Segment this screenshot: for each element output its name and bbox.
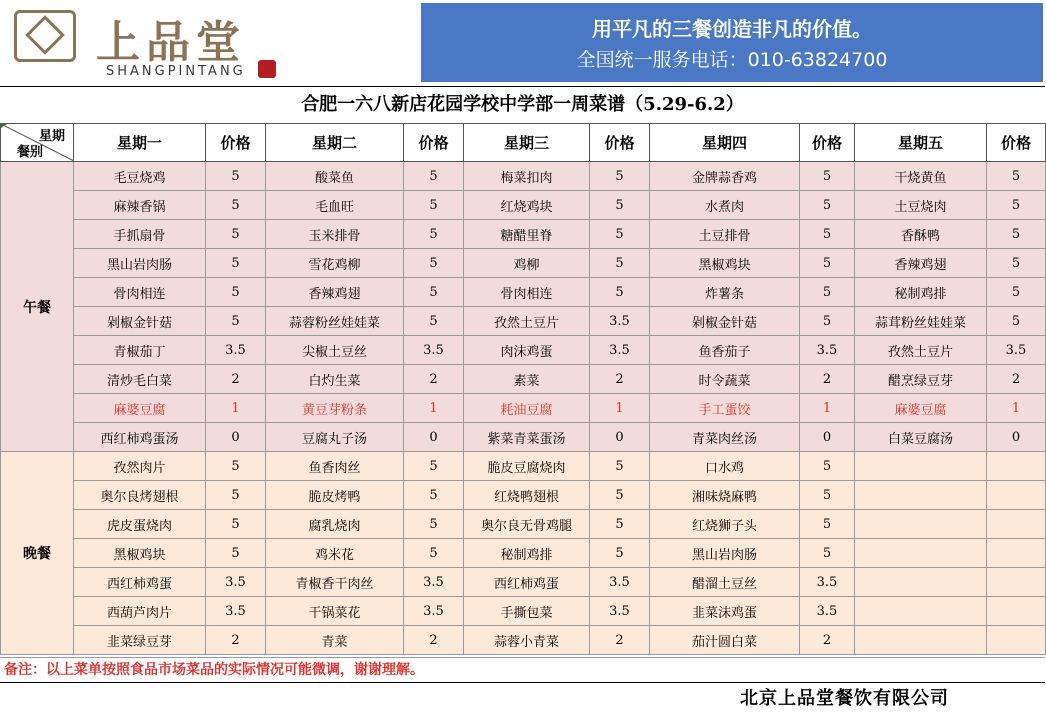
price-cell: 3.5 [206,568,266,597]
price-cell: 0 [987,423,1046,452]
dish-cell: 虎皮蛋烧肉 [74,510,206,539]
company-name: 北京上品堂餐饮有限公司 [740,688,949,709]
dish-cell [855,539,987,568]
dinner-row [1,481,1046,510]
price-cell: 5 [800,191,855,220]
hotline: 全国统一服务电话：010-63824700 [576,49,888,71]
dish-cell: 腐乳烧肉 [266,510,404,539]
lunch-row [1,423,1046,452]
dinner-row [1,452,1046,481]
dish-cell: 骨肉相连 [464,278,590,307]
price-cell: 3.5 [987,336,1046,365]
price-cell: 5 [404,191,464,220]
price-cell: 2 [590,626,650,655]
price-cell: 3.5 [800,597,855,626]
dish-cell: 香辣鸡翅 [855,249,987,278]
dish-cell: 手工蛋饺 [650,394,800,423]
dish-cell: 脆皮豆腐烧肉 [464,452,590,481]
price-cell: 3.5 [404,597,464,626]
dish-cell: 韭菜沫鸡蛋 [650,597,800,626]
price-cell: 3.5 [404,568,464,597]
dish-cell: 骨肉相连 [74,278,206,307]
price-cell: 5 [206,452,266,481]
price-cell: 3.5 [590,597,650,626]
lunch-row [1,220,1046,249]
lunch-row [1,191,1046,220]
corner-meal-label: 餐别 [17,145,44,160]
dish-cell: 西红柿鸡蛋 [74,568,206,597]
price-cell [987,510,1046,539]
price-cell: 5 [590,452,650,481]
price-cell: 0 [206,423,266,452]
price-cell: 5 [206,510,266,539]
lunch-row [1,307,1046,336]
lunch-label: 午餐 [1,162,74,452]
price-cell: 2 [800,626,855,655]
price-cell: 5 [590,249,650,278]
dish-cell: 玉米排骨 [266,220,404,249]
price-cell: 5 [590,162,650,191]
dish-cell: 秘制鸡排 [855,278,987,307]
price-cell: 5 [206,162,266,191]
lunch-row [1,278,1046,307]
price-cell: 2 [987,365,1046,394]
dinner-row [1,626,1046,655]
dinner-row [1,568,1046,597]
price-cell: 5 [987,162,1046,191]
price-cell: 2 [404,365,464,394]
dish-cell [855,568,987,597]
dish-cell: 香辣鸡翅 [266,278,404,307]
price-cell: 5 [206,539,266,568]
col-header: 星期一 [74,124,206,162]
price-cell: 0 [800,423,855,452]
dish-cell: 肉沫鸡蛋 [464,336,590,365]
price-cell: 5 [404,510,464,539]
dish-cell: 奥尔良烤翅根 [74,481,206,510]
dish-cell: 鸡柳 [464,249,590,278]
corner-weekday-label: 星期 [38,129,65,144]
logo-chinese: 上品堂 [96,17,246,68]
dish-cell: 韭菜绿豆芽 [74,626,206,655]
dish-cell: 红烧鸭翅根 [464,481,590,510]
logo-english: SHANGPINTANG [106,64,246,79]
price-cell: 2 [206,626,266,655]
dish-cell: 蒜蓉粉丝娃娃菜 [266,307,404,336]
price-cell: 2 [590,365,650,394]
dish-cell: 剁椒金针菇 [74,307,206,336]
price-cell [987,539,1046,568]
price-cell [987,568,1046,597]
dish-cell: 糖醋里脊 [464,220,590,249]
dish-cell: 黑椒鸡块 [650,249,800,278]
price-cell: 5 [590,510,650,539]
dish-cell: 孜然肉片 [74,452,206,481]
price-cell: 5 [590,191,650,220]
price-cell: 3.5 [206,336,266,365]
price-cell: 3.5 [800,568,855,597]
dish-cell: 西红柿鸡蛋汤 [74,423,206,452]
dish-cell: 孜然土豆片 [464,307,590,336]
col-header: 价格 [206,124,266,162]
dish-cell: 豆腐丸子汤 [266,423,404,452]
dish-cell: 青菜 [266,626,404,655]
dish-cell: 尖椒土豆丝 [266,336,404,365]
dish-cell [855,597,987,626]
price-cell: 1 [206,394,266,423]
lunch-row [1,365,1046,394]
price-cell: 5 [800,278,855,307]
price-cell: 3.5 [590,307,650,336]
price-cell: 3.5 [590,568,650,597]
dish-cell: 黑山岩肉肠 [650,539,800,568]
logo-mark-icon [14,10,76,62]
dish-cell: 口水鸡 [650,452,800,481]
dish-cell: 紫菜青菜蛋汤 [464,423,590,452]
dish-cell: 鱼香肉丝 [266,452,404,481]
price-cell: 5 [206,278,266,307]
dish-cell: 青椒茄丁 [74,336,206,365]
dish-cell [855,481,987,510]
dish-cell: 黄豆芽粉条 [266,394,404,423]
price-cell: 5 [404,452,464,481]
col-header: 价格 [987,124,1046,162]
dish-cell: 麻婆豆腐 [74,394,206,423]
header [0,0,1046,86]
col-header: 价格 [800,124,855,162]
price-cell: 3.5 [590,336,650,365]
price-cell: 2 [404,626,464,655]
dish-cell [855,510,987,539]
price-cell: 5 [800,510,855,539]
dish-cell: 秘制鸡排 [464,539,590,568]
price-cell: 5 [206,249,266,278]
dish-cell: 西红柿鸡蛋 [464,568,590,597]
price-cell: 1 [987,394,1046,423]
dish-cell: 金牌蒜香鸡 [650,162,800,191]
dish-cell: 酸菜鱼 [266,162,404,191]
dish-cell: 鸡米花 [266,539,404,568]
price-cell: 1 [590,394,650,423]
price-cell: 5 [590,539,650,568]
dish-cell: 青菜肉丝汤 [650,423,800,452]
price-cell: 5 [206,191,266,220]
price-cell: 5 [404,481,464,510]
price-cell: 5 [590,481,650,510]
price-cell: 5 [206,307,266,336]
dish-cell: 蒜蓉小青菜 [464,626,590,655]
price-cell [987,597,1046,626]
price-cell: 5 [404,307,464,336]
price-cell: 0 [404,423,464,452]
price-cell: 5 [404,162,464,191]
dish-cell: 白灼生菜 [266,365,404,394]
col-header: 星期四 [650,124,800,162]
dish-cell [855,452,987,481]
price-cell: 5 [800,162,855,191]
price-cell: 5 [206,481,266,510]
dish-cell: 黑椒鸡块 [74,539,206,568]
dish-cell: 炸薯条 [650,278,800,307]
dish-cell: 红烧狮子头 [650,510,800,539]
price-cell: 5 [987,220,1046,249]
dish-cell: 西葫芦肉片 [74,597,206,626]
dish-cell: 湘味烧麻鸭 [650,481,800,510]
price-cell: 5 [987,249,1046,278]
footer-note: 备注：以上菜单按照食品市场菜品的实际情况可能微调，谢谢理解。 [0,657,1045,681]
header-row [1,124,1046,162]
price-cell: 5 [206,220,266,249]
dish-cell: 毛豆烧鸡 [74,162,206,191]
price-cell: 5 [404,539,464,568]
dinner-label: 晚餐 [1,452,74,655]
dish-cell: 水煮肉 [650,191,800,220]
dish-cell: 醋溜土豆丝 [650,568,800,597]
price-cell: 5 [404,278,464,307]
dish-cell: 时令蔬菜 [650,365,800,394]
price-cell: 5 [800,452,855,481]
slogan-banner [421,3,1043,82]
dish-cell: 麻辣香锅 [74,191,206,220]
dish-cell: 雪花鸡柳 [266,249,404,278]
price-cell: 5 [800,307,855,336]
dish-cell: 干锅菜花 [266,597,404,626]
dish-cell [855,626,987,655]
dish-cell: 孜然土豆片 [855,336,987,365]
price-cell: 5 [590,220,650,249]
col-header: 价格 [590,124,650,162]
price-cell: 5 [800,539,855,568]
divider [0,682,1045,683]
dish-cell: 奥尔良无骨鸡腿 [464,510,590,539]
logo [10,4,270,82]
dish-cell: 黑山岩肉肠 [74,249,206,278]
price-cell: 2 [800,365,855,394]
dish-cell: 白菜豆腐汤 [855,423,987,452]
price-cell: 5 [987,191,1046,220]
dinner-row [1,597,1046,626]
col-header: 价格 [404,124,464,162]
dish-cell: 醋烹绿豆芽 [855,365,987,394]
price-cell [987,452,1046,481]
price-cell: 5 [404,220,464,249]
dish-cell: 土豆排骨 [650,220,800,249]
price-cell: 3.5 [800,336,855,365]
price-cell: 5 [987,307,1046,336]
dinner-row [1,539,1046,568]
lunch-row [1,336,1046,365]
dish-cell: 麻婆豆腐 [855,394,987,423]
dish-cell: 青椒香干肉丝 [266,568,404,597]
corner-cell [1,124,74,162]
price-cell: 5 [800,249,855,278]
slogan: 用平凡的三餐创造非凡的价值。 [592,17,872,41]
lunch-row [1,162,1046,191]
price-cell: 5 [404,249,464,278]
price-cell: 1 [800,394,855,423]
menu-table [0,123,1046,655]
dish-cell: 素菜 [464,365,590,394]
lunch-row [1,394,1046,423]
dish-cell: 手撕包菜 [464,597,590,626]
price-cell: 5 [987,278,1046,307]
dish-cell: 脆皮烤鸭 [266,481,404,510]
dish-cell: 干烧黄鱼 [855,162,987,191]
dish-cell: 蒜茸粉丝娃娃菜 [855,307,987,336]
price-cell: 3.5 [206,597,266,626]
dish-cell: 毛血旺 [266,191,404,220]
page-title: 合肥一六八新店花园学校中学部一周菜谱（5.29-6.2） [0,86,1045,124]
dish-cell: 手抓扇骨 [74,220,206,249]
col-header: 星期二 [266,124,404,162]
lunch-row [1,249,1046,278]
price-cell: 1 [404,394,464,423]
dish-cell: 鱼香茄子 [650,336,800,365]
price-cell [987,481,1046,510]
price-cell: 3.5 [404,336,464,365]
col-header: 星期五 [855,124,987,162]
dish-cell: 剁椒金针菇 [650,307,800,336]
dish-cell: 耗油豆腐 [464,394,590,423]
dish-cell: 梅菜扣肉 [464,162,590,191]
price-cell: 5 [800,220,855,249]
price-cell [987,626,1046,655]
dish-cell: 清炒毛白菜 [74,365,206,394]
dish-cell: 香酥鸭 [855,220,987,249]
menu-body [1,162,1046,655]
dish-cell: 红烧鸡块 [464,191,590,220]
dinner-row [1,510,1046,539]
seal-icon [258,60,276,78]
dish-cell: 茄汁圆白菜 [650,626,800,655]
price-cell: 5 [800,481,855,510]
dish-cell: 土豆烧肉 [855,191,987,220]
price-cell: 2 [206,365,266,394]
col-header: 星期三 [464,124,590,162]
price-cell: 5 [590,278,650,307]
price-cell: 0 [590,423,650,452]
